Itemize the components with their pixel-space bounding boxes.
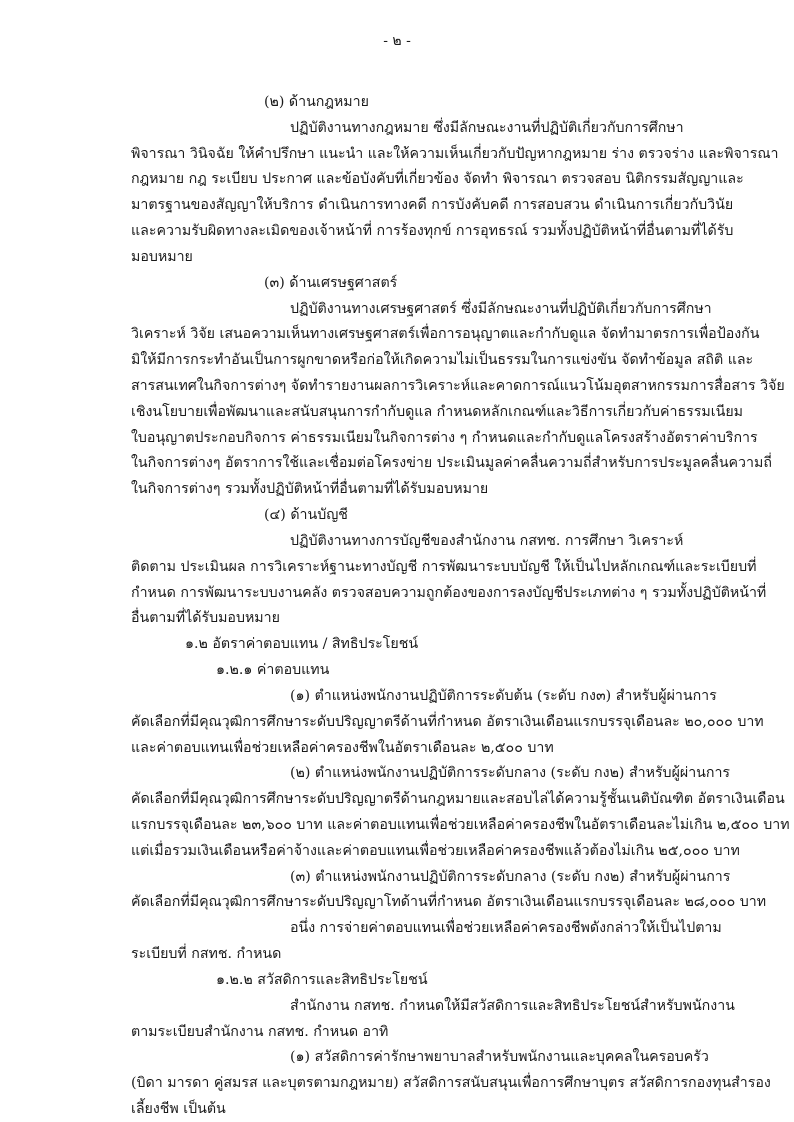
paragraph-line: ปฏิบัติงานทางกฎหมาย ซึ่งมีลักษณะงานที่ปฏิบัติเกี่ยวกับการศึกษา (290, 120, 684, 136)
paragraph-line: ตามระเบียบสำนักงาน กสทช. กำหนด อาทิ (131, 1024, 389, 1040)
heading-economics: (๓) ด้านเศรษฐศาสตร์ (264, 275, 398, 291)
paragraph-line: ปฏิบัติงานทางการบัญชีของสำนักงาน กสทช. การศึกษา วิเคราะห์ (290, 533, 684, 549)
paragraph-line: (บิดา มารดา คู่สมรส และบุตรตามกฎหมาย) สวัสดิการสนับสนุนเพื่อการศึกษาบุตร สวัสดิการกองทุนสำรอง (131, 1075, 771, 1091)
paragraph-line: ในกิจการต่างๆ รวมทั้งปฏิบัติหน้าที่อื่นตามที่ได้รับมอบหมาย (131, 481, 489, 497)
paragraph-line: คัดเลือกที่มีคุณวุฒิการศึกษาระดับปริญญาตรีด้านที่กำหนด อัตราเงินเดือนแรกบรรจุเดือนละ ๒๐,๐๐๐ บาท (131, 714, 764, 730)
paragraph-line: เชิงนโยบายเพื่อพัฒนาและสนับสนุนการกำกับดูแล กำหนดหลักเกณฑ์และวิธีการเกี่ยวกับค่าธรรมเนียม (131, 404, 743, 420)
paragraph-line: เลี้ยงชีพ เป็นต้น (131, 1101, 226, 1117)
paragraph-line: อนึ่ง การจ่ายค่าตอบแทนเพื่อช่วยเหลือค่าครองชีพดังกล่าวให้เป็นไปตาม (290, 920, 722, 936)
heading-salary: ๑.๒.๑ ค่าตอบแทน (216, 662, 330, 678)
paragraph-line: (๓) ตำแหน่งพนักงานปฏิบัติการระดับกลาง (ระดับ กง๒) สำหรับผู้ผ่านการ (290, 869, 731, 885)
paragraph-line: แรกบรรจุเดือนละ ๒๓,๖๐๐ บาท และค่าตอบแทนเพื่อช่วยเหลือค่าครองชีพในอัตราเดือนละไม่เกิน ๒,๕๐๐ บาท (131, 817, 790, 833)
paragraph-line: แต่เมื่อรวมเงินเดือนหรือค่าจ้างและค่าตอบแทนเพื่อช่วยเหลือค่าครองชีพแล้วต้องไม่เกิน ๒๕,๐๐๐ บาท (131, 843, 740, 859)
paragraph-line: คัดเลือกที่มีคุณวุฒิการศึกษาระดับปริญญาโทด้านที่กำหนด อัตราเงินเดือนแรกบรรจุเดือนละ ๒๘,๐๐๐ บาท (131, 894, 767, 910)
paragraph-line: อื่นตามที่ได้รับมอบหมาย (131, 610, 280, 626)
paragraph-line: พิจารณา วินิจฉัย ให้คำปรึกษา แนะนำ และให้ความเห็นเกี่ยวกับปัญหากฎหมาย ร่าง ตรวจร่าง และพิจารณา (131, 146, 779, 162)
page-number: - ๒ - (383, 33, 411, 49)
paragraph-line: กฎหมาย กฎ ระเบียบ ประกาศ และข้อบังคับที่เกี่ยวข้อง จัดทำ พิจารณา ตรวจสอบ นิติกรรมสัญญาและ (131, 171, 744, 187)
paragraph-line: มอบหมาย (131, 249, 193, 265)
paragraph-line: (๑) สวัสดิการค่ารักษาพยาบาลสำหรับพนักงานและบุคคลในครอบครัว (290, 1049, 709, 1065)
paragraph-line: คัดเลือกที่มีคุณวุฒิการศึกษาระดับปริญญาตรีด้านกฎหมายและสอบไล่ได้ความรู้ชั้นเนติบัณฑิต อัตราเงินเดือน (131, 791, 785, 807)
paragraph-line: ติดตาม ประเมินผล การวิเคราะห์ฐานะทางบัญชี การพัฒนาระบบบัญชี ให้เป็นไปหลักเกณฑ์และระเบียบที่ (131, 559, 757, 575)
paragraph-line: ใบอนุญาตประกอบกิจการ ค่าธรรมเนียมในกิจการต่าง ๆ กำหนดและกำกับดูแลโครงสร้างอัตราค่าบริการ (131, 430, 758, 446)
paragraph-line: วิเคราะห์ วิจัย เสนอความเห็นทางเศรษฐศาสตร์เพื่อการอนุญาตและกำกับดูแล จัดทำมาตรการเพื่อป้องกัน (131, 326, 760, 342)
paragraph-line: สารสนเทศในกิจการต่างๆ จัดทำรายงานผลการวิเคราะห์และคาดการณ์แนวโน้มอุตสาหกรรมการสื่อสาร วิจัย (131, 378, 785, 394)
paragraph-line: ปฏิบัติงานทางเศรษฐศาสตร์ ซึ่งมีลักษณะงานที่ปฏิบัติเกี่ยวกับการศึกษา (290, 301, 712, 317)
heading-accounting: (๔) ด้านบัญชี (264, 507, 348, 523)
heading-compensation: ๑.๒ อัตราค่าตอบแทน / สิทธิประโยชน์ (185, 636, 419, 652)
paragraph-line: สำนักงาน กสทช. กำหนดให้มีสวัสดิการและสิทธิประโยชน์สำหรับพนักงาน (290, 998, 735, 1014)
paragraph-line: ในกิจการต่างๆ อัตราการใช้และเชื่อมต่อโครงข่าย ประเมินมูลค่าคลื่นความถี่สำหรับการประมูลคลื่นความถี่ (131, 455, 772, 471)
heading-welfare: ๑.๒.๒ สวัสดิการและสิทธิประโยชน์ (216, 972, 428, 988)
heading-law: (๒) ด้านกฎหมาย (264, 94, 369, 110)
paragraph-line: และความรับผิดทางละเมิดของเจ้าหน้าที่ การร้องทุกข์ การอุทธรณ์ รวมทั้งปฏิบัติหน้าที่อื่นตามที่ได้รับ (131, 223, 734, 239)
paragraph-line: (๒) ตำแหน่งพนักงานปฏิบัติการระดับกลาง (ระดับ กง๒) สำหรับผู้ผ่านการ (290, 765, 731, 781)
paragraph-line: (๑) ตำแหน่งพนักงานปฏิบัติการระดับต้น (ระดับ กง๓) สำหรับผู้ผ่านการ (290, 688, 717, 704)
paragraph-line: มิให้มีการกระทำอันเป็นการผูกขาดหรือก่อให้เกิดความไม่เป็นธรรมในการแข่งขัน จัดทำข้อมูล สถิติ และ (131, 352, 754, 368)
paragraph-line: มาตรฐานของสัญญาให้บริการ ดำเนินการทางคดี การบังคับคดี การสอบสวน ดำเนินการเกี่ยวกับวินัย (131, 197, 734, 213)
paragraph-line: กำหนด การพัฒนาระบบงานคลัง ตรวจสอบความถูกต้องของการลงบัญชีประเภทต่าง ๆ รวมทั้งปฏิบัติหน้าที่ (131, 585, 767, 601)
paragraph-line: และค่าตอบแทนเพื่อช่วยเหลือค่าครองชีพในอัตราเดือนละ ๒,๕๐๐ บาท (131, 740, 554, 756)
paragraph-line: ระเบียบที่ กสทช. กำหนด (131, 946, 282, 962)
